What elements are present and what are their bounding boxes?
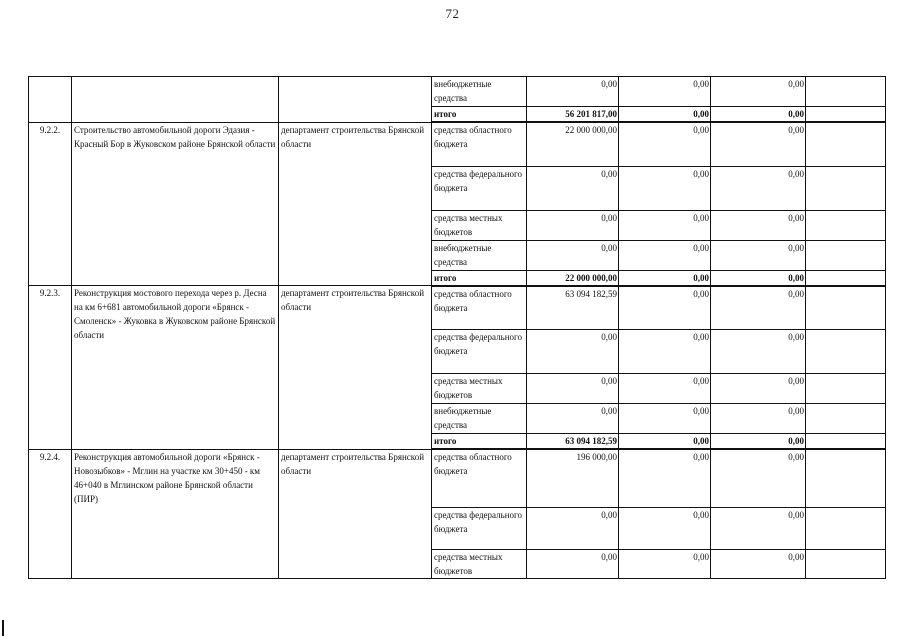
- amount-cell: 56 201 817,00: [527, 107, 619, 123]
- amount-cell: 0,00: [711, 404, 806, 434]
- amount-cell: 0,00: [527, 374, 619, 404]
- amount-cell: 0,00: [619, 270, 711, 286]
- amount-cell: 0,00: [619, 122, 711, 166]
- funding-source-cell: внебюджетные средства: [432, 77, 527, 107]
- code-cell: [29, 77, 72, 123]
- empty-cell: [806, 210, 886, 240]
- measure-name-cell: Реконструкция мостового перехода через р. Десна на км 6+681 автомобильной дороги «Брянск - Смоленск» - Жуковка в Жуковском районе Брянской области: [72, 286, 279, 450]
- table-row: [29, 286, 886, 330]
- amount-cell: 0,00: [711, 549, 806, 578]
- funding-source-cell: внебюджетные средства: [432, 240, 527, 270]
- amount-cell: 0,00: [527, 210, 619, 240]
- code-cell: 9.2.4.: [29, 449, 72, 578]
- amount-cell: 0,00: [711, 240, 806, 270]
- amount-cell: 22 000 000,00: [527, 122, 619, 166]
- empty-cell: [806, 77, 886, 107]
- amount-cell: 0,00: [711, 330, 806, 374]
- funding-source-cell: средства федерального бюджета: [432, 507, 527, 549]
- empty-cell: [806, 270, 886, 286]
- amount-cell: 0,00: [619, 286, 711, 330]
- funding-source-cell: средства местных бюджетов: [432, 210, 527, 240]
- amount-cell: 0,00: [619, 330, 711, 374]
- empty-cell: [806, 330, 886, 374]
- amount-cell: 0,00: [711, 286, 806, 330]
- budget-table: [28, 76, 886, 579]
- funding-source-cell: средства местных бюджетов: [432, 374, 527, 404]
- amount-cell: 0,00: [711, 107, 806, 123]
- funding-source-cell: итого: [432, 270, 527, 286]
- measure-name-cell: Строительство автомобильной дороги Эдазия - Красный Бор в Жуковском районе Брянской области: [72, 122, 279, 286]
- empty-cell: [806, 507, 886, 549]
- amount-cell: 0,00: [711, 77, 806, 107]
- amount-cell: 0,00: [619, 404, 711, 434]
- amount-cell: 0,00: [619, 449, 711, 507]
- measure-name-cell: Реконструкция автомобильной дороги «Брянск - Новозыбков» - Мглин на участке км 30+450 - км 46+040 в Мглинском районе Брянской области (ПИР): [72, 449, 279, 578]
- empty-cell: [806, 240, 886, 270]
- empty-cell: [806, 166, 886, 210]
- amount-cell: 0,00: [711, 270, 806, 286]
- amount-cell: 0,00: [711, 507, 806, 549]
- funding-source-cell: итого: [432, 434, 527, 450]
- empty-cell: [806, 449, 886, 507]
- empty-cell: [806, 107, 886, 123]
- amount-cell: 0,00: [527, 507, 619, 549]
- empty-cell: [806, 549, 886, 578]
- amount-cell: 0,00: [527, 404, 619, 434]
- amount-cell: 63 094 182,59: [527, 434, 619, 450]
- amount-cell: 0,00: [619, 240, 711, 270]
- table-row: [29, 122, 886, 166]
- amount-cell: 0,00: [619, 107, 711, 123]
- executor-cell: департамент строительства Брянской области: [279, 286, 432, 450]
- table-row: [29, 77, 886, 107]
- amount-cell: 0,00: [711, 434, 806, 450]
- amount-cell: 63 094 182,59: [527, 286, 619, 330]
- amount-cell: 0,00: [527, 166, 619, 210]
- funding-source-cell: средства федерального бюджета: [432, 330, 527, 374]
- funding-source-cell: средства областного бюджета: [432, 286, 527, 330]
- page-number: 72: [445, 6, 460, 21]
- executor-cell: [279, 77, 432, 123]
- executor-cell: департамент строительства Брянской области: [279, 122, 432, 286]
- amount-cell: 196 000,00: [527, 449, 619, 507]
- amount-cell: 0,00: [619, 434, 711, 450]
- amount-cell: 0,00: [619, 210, 711, 240]
- funding-source-cell: средства областного бюджета: [432, 449, 527, 507]
- measure-name-cell: [72, 77, 279, 123]
- funding-source-cell: средства местных бюджетов: [432, 549, 527, 578]
- amount-cell: 0,00: [527, 77, 619, 107]
- amount-cell: 0,00: [619, 166, 711, 210]
- amount-cell: 0,00: [527, 240, 619, 270]
- table-row: [29, 449, 886, 507]
- empty-cell: [806, 374, 886, 404]
- amount-cell: 0,00: [711, 374, 806, 404]
- scan-edge-mark: [2, 620, 4, 636]
- amount-cell: 0,00: [711, 122, 806, 166]
- amount-cell: 22 000 000,00: [527, 270, 619, 286]
- code-cell: 9.2.3.: [29, 286, 72, 450]
- amount-cell: 0,00: [619, 77, 711, 107]
- code-cell: 9.2.2.: [29, 122, 72, 286]
- executor-cell: департамент строительства Брянской области: [279, 449, 432, 578]
- amount-cell: 0,00: [711, 210, 806, 240]
- funding-source-cell: средства федерального бюджета: [432, 166, 527, 210]
- amount-cell: 0,00: [527, 330, 619, 374]
- empty-cell: [806, 404, 886, 434]
- empty-cell: [806, 122, 886, 166]
- amount-cell: 0,00: [711, 449, 806, 507]
- amount-cell: 0,00: [711, 166, 806, 210]
- amount-cell: 0,00: [619, 374, 711, 404]
- funding-source-cell: средства областного бюджета: [432, 122, 527, 166]
- empty-cell: [806, 286, 886, 330]
- funding-source-cell: внебюджетные средства: [432, 404, 527, 434]
- amount-cell: 0,00: [527, 549, 619, 578]
- funding-source-cell: итого: [432, 107, 527, 123]
- amount-cell: 0,00: [619, 507, 711, 549]
- empty-cell: [806, 434, 886, 450]
- amount-cell: 0,00: [619, 549, 711, 578]
